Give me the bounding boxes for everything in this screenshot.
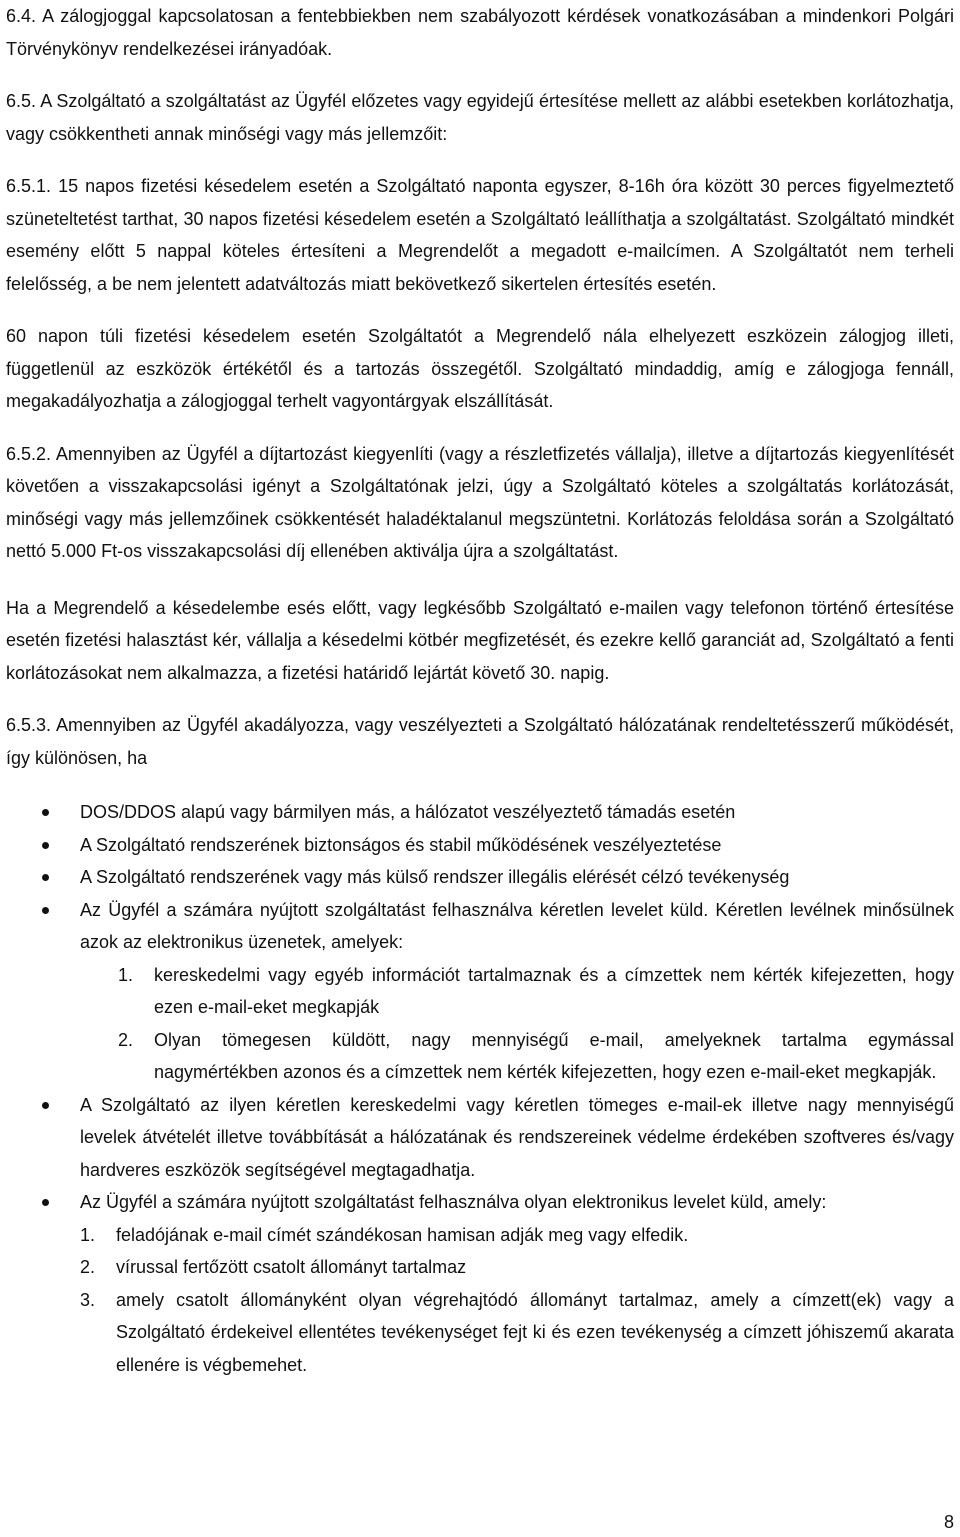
paragraph-6-5-1: 6.5.1. 15 napos fizetési késedelem esetén a Szolgáltató naponta egyszer, 8-16h óra között 30 perces figyelmeztető szüneteltetést tarthat, 30 napos fizetési késedelem esetén a Szolgáltató leállíthatja a szolgáltatást. Szolgáltató mindkét esemény előtt 5 nappal köteles értesíteni a Megrendelőt a megadott e-mailcímen. A Szolgáltatót nem terheli felelősség, a be nem jelentett adatváltozás miatt bekövetkező sikertelen értesítés esetén.: [6, 176, 954, 294]
paragraph-payment-deferral: Ha a Megrendelő a késedelembe esés előtt, vagy legkésőbb Szolgáltató e-mailen vagy telefonon történő értesítése esetén fizetési halasztást kér, vállalja a késedelmi kötbér megfizetését, és ezekre kellő garanciát ad, Szolgáltató a fenti korlátozásokat nem alkalmazza, a fizetési határidő lejártát követő 30. napig.: [6, 597, 954, 683]
paragraph-6-5-3: 6.5.3. Amennyiben az Ügyfél akadályozza, vagy veszélyezteti a Szolgáltató hálózatának rendeltetésszerű működését, így különösen, ha: [6, 715, 954, 768]
list-item: 2. Olyan tömegesen küldött, nagy mennyiségű e-mail, amelyeknek tartalma egymással nagymértékben azonos és a címzettek nem kérték kifejezetten, hogy ezen e-mail-eket megkapják.: [118, 1029, 954, 1082]
page-number: 8: [943, 1512, 954, 1532]
paragraph-6-4: 6.4. A zálogjoggal kapcsolatosan a fentebbiekben nem szabályozott kérdések vonatkozásában a mindenkori Polgári Törvénykönyv rendelkezései irányadóak.: [6, 6, 954, 59]
paragraph-6-5-2: 6.5.2. Amennyiben az Ügyfél a díjtartozást kiegyenlíti (vagy a részletfizetés vállalja), illetve a díjtartozás kiegyenlítését követően a visszakapcsolási igényt a Szolgáltatónak jelzi, úgy a Szolgáltató köteles a szolgáltatás korlátozását, minőségi vagy más jellemzőinek csökkentését haladéktalanul megszüntetni. Korlátozás feloldása során a Szolgáltató nettó 5.000 Ft-os visszakapcsolási díj ellenében aktiválja újra a szolgáltatást.: [6, 443, 954, 561]
spam-definition-list: [80, 959, 954, 1089]
list-item: Az Ügyfél a számára nyújtott szolgáltatást felhasználva kéretlen levelet küld. Kéretlen levélnek minősülnek azok az elektronikus üzenetek, amelyek: 1. kereskedelmi vagy egyéb információt tartalmaznak és a címzettek nem kérték kifejezetten, hogy ezen e-mail-eket megkapják 2. Olyan tömegesen küldött, nagy mennyiségű e-mail, amelyeknek tartalma egymással nagymértékben azonos és a címzettek nem kérték kifejezetten, hogy ezen e-mail-eket megkapják.: [6, 894, 954, 1089]
paragraph-60-days: 60 napon túli fizetési késedelem esetén Szolgáltatót a Megrendelő nála elhelyezett eszközein zálogjog illeti, függetlenül az eszközök értékétől és a tartozás összegétől. Szolgáltató mindaddig, amíg e zálogjoga fennáll, megakadályozhatja a zálogjoggal terhelt vagyontárgyak elszállítását.: [6, 326, 954, 411]
paragraph-6-5: 6.5. A Szolgáltató a szolgáltatást az Ügyfél előzetes vagy egyidejű értesítése mellett az alábbi esetekben korlátozhatja, vagy csökkentheti annak minőségi vagy más jellemzőit:: [6, 91, 954, 144]
list-item: Az Ügyfél a számára nyújtott szolgáltatást felhasználva olyan elektronikus levelet küld, amely: 1. feladójának e-mail címét szándékosan hamisan adják meg vagy elfedik. 2. vírussal fertőzött csatolt állományt tartalmaz 3. amely csatolt állományként olyan végrehajtódó állományt tartalmaz, amely a címzett(ek) vagy a Szolgáltató érdekeivel ellentétes tevékenységet fejt ki és ezen tevékenység a címzett jóhiszemű akarata ellenére is végbemehet.: [6, 1186, 954, 1381]
list-item: 2. vírussal fertőzött csatolt állományt tartalmaz: [80, 1257, 467, 1277]
list-item: A Szolgáltató az ilyen kéretlen kereskedelmi vagy kéretlen tömeges e-mail-ek illetve nagy mennyiségű levelek átvételét illetve továbbítását a hálózatának és rendszereinek védelme érdekében szoftveres és/vagy hardveres eszközök segítségével megtagadhatja.: [6, 1089, 954, 1187]
list-item: 3. amely csatolt állományként olyan végrehajtódó állományt tartalmaz, amely a címzett(ek) vagy a Szolgáltató érdekeivel ellentétes tevékenységet fejt ki és ezen tevékenység a címzett jóhiszemű akarata ellenére is végbemehet.: [80, 1289, 954, 1375]
restriction-cases-list: [6, 796, 954, 1381]
list-item: A Szolgáltató rendszerének biztonságos és stabil működésének veszélyeztetése: [6, 829, 954, 862]
list-item: DOS/DDOS alapú vagy bármilyen más, a hálózatot veszélyeztető támadás esetén: [6, 796, 954, 829]
malicious-email-list: [80, 1219, 954, 1382]
list-item: A Szolgáltató rendszerének vagy más külső rendszer illegális elérését célzó tevékenység: [6, 861, 954, 894]
list-item: 1. kereskedelmi vagy egyéb információt tartalmaznak és a címzettek nem kérték kifejezetten, hogy ezen e-mail-eket megkapják: [118, 964, 954, 1017]
list-item: 1. feladójának e-mail címét szándékosan hamisan adják meg vagy elfedik.: [80, 1224, 689, 1245]
